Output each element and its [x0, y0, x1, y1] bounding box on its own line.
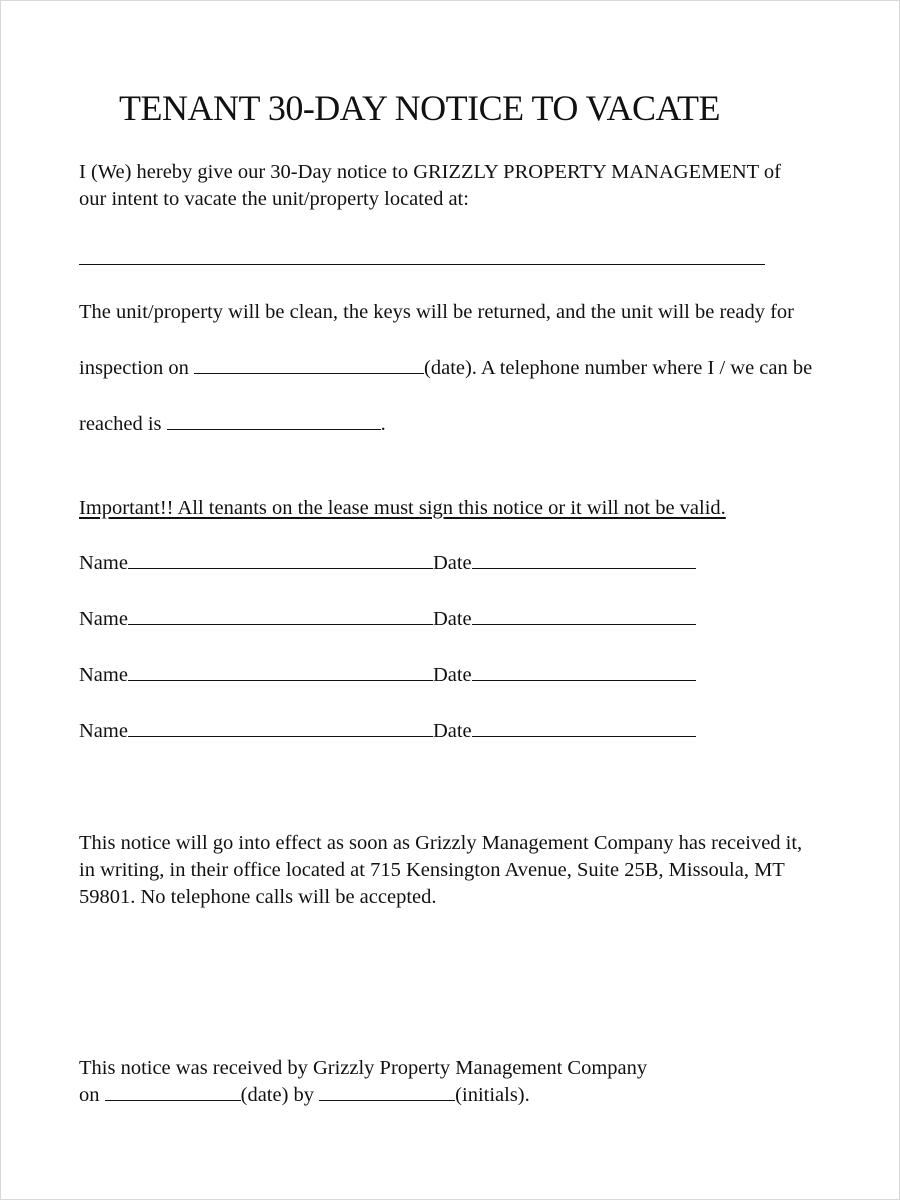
- name-field[interactable]: [128, 718, 433, 737]
- clean-line: The unit/property will be clean, the keys will be returned, and the unit will be ready for: [79, 301, 794, 323]
- effect-paragraph: [79, 830, 802, 911]
- received-initials-field[interactable]: [319, 1082, 455, 1101]
- reached-line: [79, 411, 386, 438]
- name-field[interactable]: [128, 662, 433, 681]
- name-label: Name: [79, 608, 128, 630]
- signature-row: [79, 718, 696, 745]
- name-label: Name: [79, 720, 128, 742]
- received-line-1: This notice was received by Grizzly Property Management Company: [79, 1057, 648, 1079]
- received-date-label: (date) by: [240, 1084, 315, 1106]
- date-field[interactable]: [472, 718, 696, 737]
- signature-row: [79, 606, 696, 633]
- effect-line-2: in writing, in their office located at 715 Kensington Avenue, Suite 25B, Missoula, MT: [79, 859, 785, 881]
- reached-suffix: .: [380, 413, 386, 435]
- intro-paragraph: [79, 159, 781, 213]
- reached-label: reached is: [79, 413, 162, 435]
- received-initials-label: (initials).: [455, 1084, 530, 1106]
- intro-line-1: I (We) hereby give our 30-Day notice to GRIZZLY PROPERTY MANAGEMENT of: [79, 161, 781, 183]
- inspection-suffix: (date). A telephone number where I / we can be: [424, 357, 813, 379]
- name-field[interactable]: [128, 606, 433, 625]
- page-title: TENANT 30-DAY NOTICE TO VACATE: [119, 88, 721, 128]
- address-field[interactable]: [79, 264, 765, 265]
- signature-row: [79, 550, 696, 577]
- effect-line-1: This notice will go into effect as soon as Grizzly Management Company has received it,: [79, 832, 803, 854]
- received-line-2: [79, 1082, 647, 1109]
- name-field[interactable]: [128, 550, 433, 569]
- date-label: Date: [432, 720, 472, 742]
- date-field[interactable]: [472, 550, 696, 569]
- date-label: Date: [432, 664, 472, 686]
- important-notice: Important!! All tenants on the lease must sign this notice or it will not be valid.: [79, 497, 726, 519]
- inspection-line: [79, 355, 812, 382]
- intro-line-2: our intent to vacate the unit/property located at:: [79, 188, 469, 210]
- date-field[interactable]: [472, 606, 696, 625]
- date-label: Date: [432, 552, 472, 574]
- received-date-field[interactable]: [105, 1082, 241, 1101]
- name-label: Name: [79, 664, 128, 686]
- date-field[interactable]: [472, 662, 696, 681]
- telephone-field[interactable]: [167, 411, 381, 430]
- received-paragraph: [79, 1055, 647, 1109]
- date-label: Date: [432, 608, 472, 630]
- effect-line-3: 59801. No telephone calls will be accepted.: [79, 886, 437, 908]
- name-label: Name: [79, 552, 128, 574]
- inspection-date-field[interactable]: [194, 355, 424, 374]
- signature-row: [79, 662, 696, 689]
- received-on-label: on: [79, 1084, 100, 1106]
- inspection-label: inspection on: [79, 357, 189, 379]
